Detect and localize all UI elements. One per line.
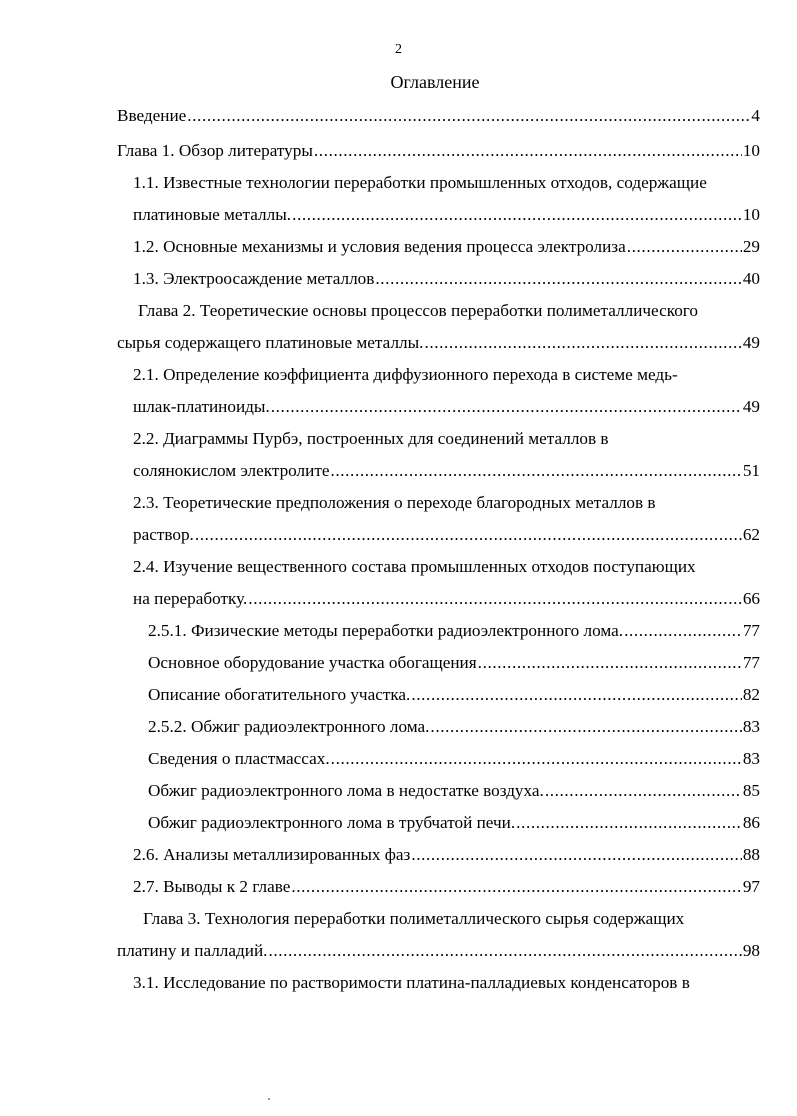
leader-dots: [411, 684, 741, 706]
leader-dots: [627, 236, 742, 258]
toc-entry-2-3[interactable]: [133, 524, 760, 546]
toc-entry-roasting-air-deficit[interactable]: [148, 780, 760, 802]
leader-dots: [314, 140, 742, 162]
leader-dots: [187, 105, 750, 127]
toc-entry-chapter-1[interactable]: [117, 140, 760, 162]
toc-entry-text: Сведения о пластмассах.: [148, 749, 330, 768]
toc-entry-2-3-line1: 2.3. Теоретические предположения о переходе благородных металлов в: [133, 493, 656, 512]
toc-entry-chapter-2-line1: Глава 2. Теоретические основы процессов переработки полиметаллического: [138, 301, 699, 320]
toc-entry-page: 98: [742, 941, 760, 960]
toc-entry-page: 83: [742, 749, 760, 768]
leader-dots: [271, 396, 742, 418]
toc-entry-chapter-3[interactable]: [117, 940, 760, 962]
toc-entry-chapter-3-line1: Глава 3. Технология переработки полиметаллического сырья содержащих: [143, 909, 685, 928]
toc-entry-2-1[interactable]: [133, 396, 760, 418]
toc-entry-text: раствор.: [133, 525, 194, 544]
toc-entry-3-1-line1: 3.1. Исследование по растворимости платина-палладиевых конденсаторов в: [133, 973, 690, 992]
toc-entry-page: 86: [742, 813, 760, 832]
leader-dots: [195, 524, 742, 546]
toc-entry-2-2[interactable]: [133, 460, 760, 482]
toc-entry-2-7[interactable]: [133, 876, 760, 898]
toc-entry-text: Обжиг радиоэлектронного лома в трубчатой печи.: [148, 813, 516, 832]
toc-entry-text: солянокислом электролите: [133, 461, 330, 480]
leader-dots: [292, 204, 742, 226]
toc-entry-chapter-2[interactable]: [117, 332, 760, 354]
leader-dots: [331, 748, 742, 770]
toc-entry-text: шлак-платиноиды.: [133, 397, 270, 416]
toc-entry-text: Основное оборудование участка обогащения: [148, 653, 477, 672]
toc-entry-text: платину и палладий.: [117, 941, 268, 960]
toc-entry-page: 10: [742, 141, 760, 160]
toc-entry-text: на переработку.: [133, 589, 248, 608]
toc-entry-2-5-1[interactable]: [148, 620, 760, 642]
leader-dots: [330, 460, 741, 482]
toc-entry-page: 82: [742, 685, 760, 704]
leader-dots: [624, 620, 742, 642]
toc-entry-1-1-line1: 1.1. Известные технологии переработки промышленных отходов, содержащие: [133, 173, 707, 192]
toc-entry-1-1[interactable]: [133, 204, 760, 226]
toc-entry-page: 97: [742, 877, 760, 896]
toc-entry-text: 2.7. Выводы к 2 главе: [133, 877, 291, 896]
leader-dots: [430, 716, 741, 738]
leader-dots: [375, 268, 741, 290]
toc-entry-1-2[interactable]: [133, 236, 760, 258]
toc-entry-enrichment-description[interactable]: [148, 684, 760, 706]
toc-entry-page: 49: [742, 397, 760, 416]
toc-entry-text: 2.5.1. Физические методы переработки радиоэлектронного лома.: [148, 621, 624, 640]
toc-entry-2-4-line1: 2.4. Изучение вещественного состава промышленных отходов поступающих: [133, 557, 696, 576]
toc-title: Оглавление: [390, 72, 480, 92]
leader-dots: [411, 844, 741, 866]
toc-entry-2-4[interactable]: [133, 588, 760, 610]
toc-entry-roasting-tube-furnace[interactable]: [148, 812, 760, 834]
toc-entry-page: 10: [742, 205, 760, 224]
toc-entry-page: 83: [742, 717, 760, 736]
toc-entry-page: 40: [742, 269, 760, 288]
toc-entry-text: Обжиг радиоэлектронного лома в недостатке воздуха.: [148, 781, 544, 800]
toc-entry-page: 51: [742, 461, 760, 480]
toc-entry-page: 85: [742, 781, 760, 800]
leader-dots: [545, 780, 742, 802]
scan-speck: [268, 1098, 270, 1100]
toc-entry-text: платиновые металлы.: [133, 205, 292, 224]
toc-entry-2-2-line1: 2.2. Диаграммы Пурбэ, построенных для соединений металлов в: [133, 429, 609, 448]
leader-dots: [516, 812, 742, 834]
toc-entry-page: 4: [751, 106, 760, 125]
toc-entry-page: 77: [742, 653, 760, 672]
toc-entry-text: 1.3. Электроосаждение металлов: [133, 269, 375, 288]
toc-entry-introduction[interactable]: [117, 105, 760, 127]
leader-dots: [291, 876, 741, 898]
toc-entry-text: Описание обогатительного участка.: [148, 685, 411, 704]
toc-entry-2-5-2[interactable]: [148, 716, 760, 738]
toc-entry-text: сырья содержащего платиновые металлы.: [117, 333, 424, 352]
toc-entry-page: 66: [742, 589, 760, 608]
leader-dots: [424, 332, 741, 354]
toc-entry-text: 1.2. Основные механизмы и условия ведения процесса электролиза: [133, 237, 626, 256]
toc-entry-page: 29: [742, 237, 760, 256]
leader-dots: [478, 652, 742, 674]
toc-entry-page: 49: [742, 333, 760, 352]
toc-entry-2-1-line1: 2.1. Определение коэффициента диффузионного перехода в системе медь-: [133, 365, 678, 384]
toc-entry-text: 2.5.2. Обжиг радиоэлектронного лома.: [148, 717, 430, 736]
toc-entry-page: 77: [742, 621, 760, 640]
toc-entry-text: Введение: [117, 106, 187, 125]
leader-dots: [268, 940, 741, 962]
toc-entry-plastics[interactable]: [148, 748, 760, 770]
leader-dots: [248, 588, 742, 610]
toc-entry-2-6[interactable]: [133, 844, 760, 866]
toc-entry-page: 88: [742, 845, 760, 864]
toc-entry-text: 2.6. Анализы металлизированных фаз: [133, 845, 411, 864]
toc-entry-page: 62: [742, 525, 760, 544]
page-number: 2: [395, 42, 402, 57]
toc-entry-equipment[interactable]: [148, 652, 760, 674]
toc-entry-text: Глава 1. Обзор литературы: [117, 141, 313, 160]
toc-entry-1-3[interactable]: [133, 268, 760, 290]
